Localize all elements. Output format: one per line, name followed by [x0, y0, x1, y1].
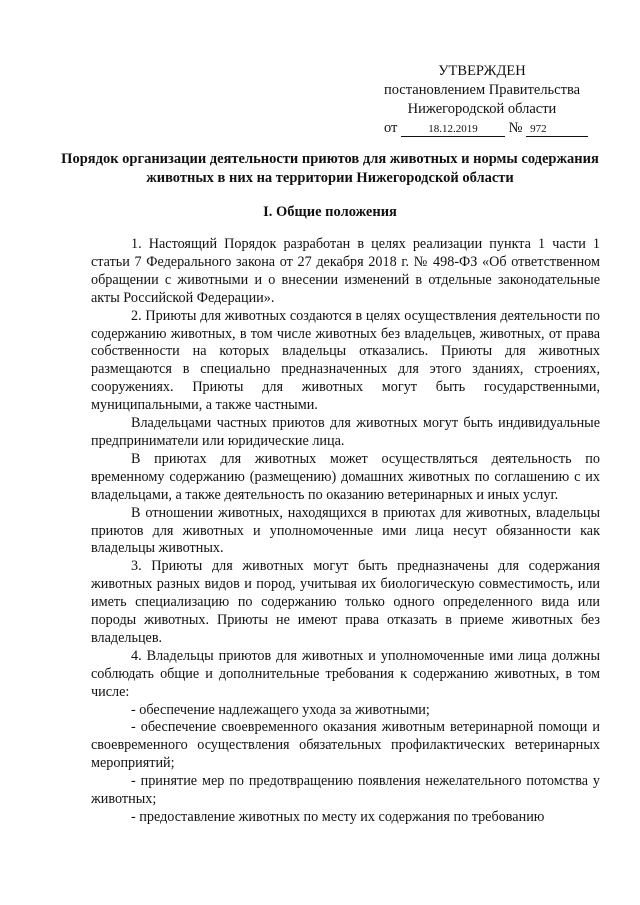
approval-date: 18.12.2019 [401, 122, 505, 137]
approval-date-number-line [384, 119, 592, 138]
paragraph: 3. Приюты для животных могут быть предназначены для содержания животных разных видов и пород, учитывая их биологическую совместимость, или иметь специализацию по содержанию только одного определенного вида или породы животных. Приюты не имеют права отказать в приеме животных без владельцев. [91, 558, 600, 646]
paragraph: В отношении животных, находящихся в приютах для животных, владельцы приютов для животных и уполномоченные ими лица несут обязанности как владельцы животных. [91, 504, 600, 557]
document-title: Порядок организации деятельности приютов для животных и нормы содержания животных в них на территории Нижегородской области [61, 151, 599, 186]
section-heading: I. Общие положения [263, 204, 397, 220]
list-item: - принятие мер по предотвращению появления нежелательного потомства у животных; [91, 773, 600, 808]
approval-block [372, 62, 592, 138]
from-label: от [384, 120, 398, 136]
paragraph: 2. Приюты для животных создаются в целях осуществления деятельности по содержанию животных, в том числе животных без владельцев, животных, от права собственности на которых владельцы отказались. Приюты для животных размещаются в специально предназначенных для этого зданиях, строениях, сооружениях. Приюты для животных могут быть государственными, муниципальными, а также частными. [91, 307, 600, 414]
paragraph: 4. Владельцы приютов для животных и уполномоченные ими лица должны соблюдать общие и дополнительные требования к содержанию животных, в том числе: [91, 647, 600, 700]
list-item: - обеспечение своевременного оказания животным ветеринарной помощи и своевременного осуществления обязательных профилактических ветеринарных мероприятий; [91, 719, 600, 772]
paragraph: 1. Настоящий Порядок разработан в целях реализации пункта 1 части 1 статьи 7 Федерального закона от 27 декабря 2018 г. № 498-ФЗ «Об ответственном обращении с животными и о внесении изменений в отдельные законодательные акты Российской Федерации». [91, 236, 600, 306]
approved-heading: УТВЕРЖДЕН [438, 63, 526, 79]
approved-by-line: постановлением Правительства [383, 82, 581, 98]
document-body [91, 236, 600, 827]
list-item: - предоставление животных по месту их содержания по требованию [131, 809, 545, 825]
paragraph: В приютах для животных может осуществляться деятельность по временному содержанию (размещению) домашних животных по соглашению с их владельцами, а также деятельность по оказанию ветеринарных и иных услуг. [91, 450, 600, 503]
number-label: № [508, 120, 523, 136]
paragraph: Владельцами частных приютов для животных могут быть индивидуальные предприниматели или юридические лица. [91, 415, 600, 449]
region-line: Нижегородской области [407, 101, 557, 117]
approval-number: 972 [526, 122, 588, 137]
list-item: - обеспечение надлежащего ухода за животными; [131, 701, 430, 718]
